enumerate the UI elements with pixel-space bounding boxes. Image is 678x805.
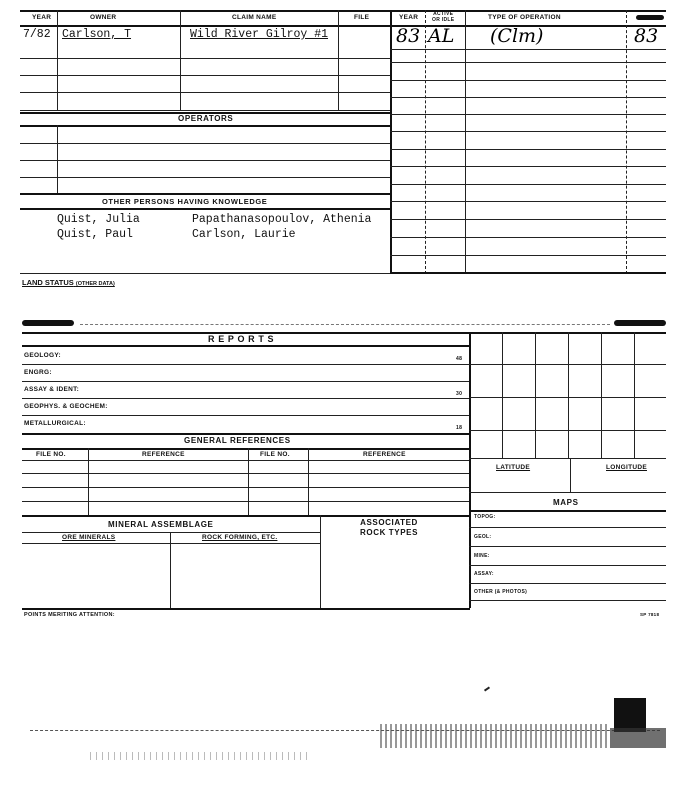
op-type-handwritten: (Clm) bbox=[490, 25, 544, 47]
reports-top-blot bbox=[614, 320, 666, 326]
claim-name: Wild River Gilroy #1 bbox=[190, 28, 329, 41]
associated-rock-types: ASSOCIATED ROCK TYPES bbox=[360, 518, 419, 537]
op-year-header: YEAR bbox=[399, 14, 419, 21]
map-other-label: OTHER (& PHOTOS) bbox=[474, 589, 528, 595]
mineral-assemblage-title: MINERAL ASSEMBLAGE bbox=[108, 520, 214, 529]
claim-name-header: CLAIM NAME bbox=[232, 14, 277, 21]
scan-dark-block bbox=[614, 698, 646, 732]
person-name: Quist, Julia bbox=[57, 213, 140, 226]
land-status-label: LAND STATUS (OTHER DATA) bbox=[22, 278, 115, 287]
points-meriting-attention: POINTS MERITING ATTENTION: bbox=[24, 612, 115, 618]
type-of-operation-header: TYPE OF OPERATION bbox=[488, 14, 561, 21]
claim-year: 7/82 bbox=[23, 28, 51, 41]
map-geol-label: GEOL: bbox=[474, 534, 492, 540]
report-metallurgical-label: METALLURGICAL: bbox=[24, 420, 86, 427]
reports-top-blot bbox=[22, 320, 74, 326]
ref-col-reference: REFERENCE bbox=[142, 451, 185, 458]
general-references-title: GENERAL REFERENCES bbox=[184, 436, 291, 445]
form-code: SP 7818 bbox=[640, 612, 660, 617]
longitude-label: LONGITUDE bbox=[606, 464, 647, 471]
file-header: FILE bbox=[354, 14, 370, 21]
header-blot bbox=[636, 15, 664, 20]
person-name: Quist, Paul bbox=[57, 228, 133, 241]
op-status-handwritten: AL bbox=[428, 25, 455, 47]
person-name: Carlson, Laurie bbox=[192, 228, 296, 241]
active-idle-header: ACTIVE OR IDLE bbox=[432, 11, 455, 23]
person-name: Papathanasopoulov, Athenia bbox=[192, 213, 372, 226]
ref-col-file-no: FILE NO. bbox=[36, 451, 66, 458]
ref-col-file-no-2: FILE NO. bbox=[260, 451, 290, 458]
other-persons-label: OTHER PERSONS HAVING KNOWLEDGE bbox=[102, 197, 268, 206]
reports-title: R E P O R T S bbox=[208, 334, 275, 344]
map-mine-label: MINE: bbox=[474, 553, 490, 559]
scan-smudge bbox=[90, 752, 310, 760]
report-geology-num: 48 bbox=[456, 356, 463, 362]
report-metallurgical-num: 18 bbox=[456, 425, 463, 431]
scan-dark-smear bbox=[610, 728, 666, 748]
maps-title: MAPS bbox=[553, 498, 579, 507]
latitude-label: LATITUDE bbox=[496, 464, 531, 471]
report-geophys-label: GEOPHYS. & GEOCHEM: bbox=[24, 403, 108, 410]
report-assay-num: 30 bbox=[456, 391, 463, 397]
year-header: YEAR bbox=[32, 14, 52, 21]
scan-artifact-stroke bbox=[484, 686, 490, 691]
map-topog-label: TOPOG: bbox=[474, 514, 496, 520]
ore-minerals-label: ORE MINERALS bbox=[62, 534, 116, 541]
report-geology-label: GEOLOGY: bbox=[24, 352, 61, 359]
claim-owner: Carlson, T bbox=[62, 28, 132, 41]
operators-label: OPERATORS bbox=[178, 114, 234, 123]
op-year-handwritten: 83 bbox=[396, 25, 421, 47]
report-assay-label: ASSAY & IDENT: bbox=[24, 386, 80, 393]
scan-smudge bbox=[380, 724, 610, 748]
map-assay-label: ASSAY: bbox=[474, 571, 494, 577]
owner-header: OWNER bbox=[90, 14, 117, 21]
rock-forming-label: ROCK FORMING, ETC. bbox=[202, 534, 278, 541]
report-engrg-label: ENGRG: bbox=[24, 369, 52, 376]
ref-col-reference-2: REFERENCE bbox=[363, 451, 406, 458]
op-year-right-handwritten: 83 bbox=[634, 25, 659, 47]
